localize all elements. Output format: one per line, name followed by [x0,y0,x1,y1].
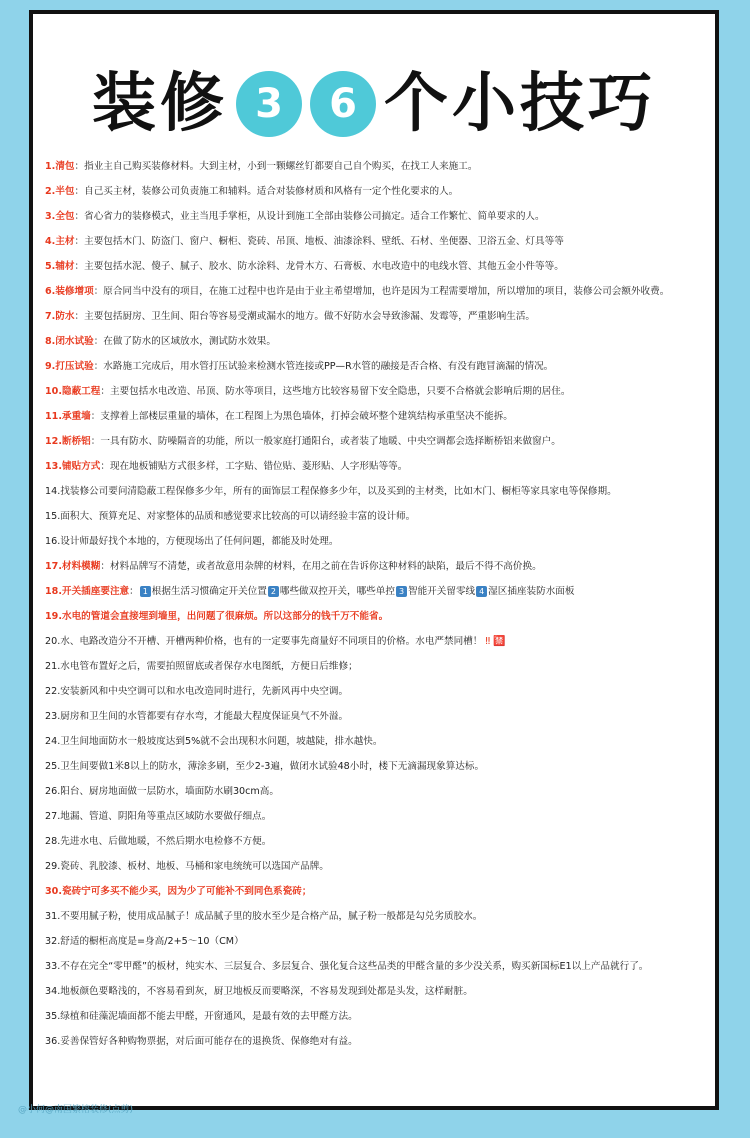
double-exclamation-icon: ‼ [485,636,491,647]
list-item: 32.舒适的橱柜高度是=身高/2+5～10（CM） [45,936,244,947]
list-item: 21.水电管布置好之后，需要拍照留底或者保存水电图纸，方便日后维修； [45,661,358,672]
title-left: 装修 [92,66,228,141]
list-item: 13.铺贴方式：现在地板铺贴方式很多样，工字贴、错位贴、菱形贴、人字形贴等等。 [45,461,408,472]
number-badge-icon: 4 [476,586,487,597]
watermark-footer: @小何@南国繁榕装修(点剪) [18,1105,134,1115]
list-item: 9.打压试验：水路施工完成后，用水管打压试验来检测水管连接或PP—R水管的融接是否合格、有没有跑冒滴漏的情况。 [45,361,554,372]
list-item: 16.设计师最好找个本地的，方便现场出了任何问题，都能及时处理。 [45,536,339,547]
list-item: 1.清包：指业主自己购买装修材料。大到主材，小到一颗螺丝钉都要自己自个购买，在找工人来施工。 [45,161,478,172]
list-item: 17.材料模糊：材料品牌写不清楚，或者故意用杂牌的材料，在用之前在告诉你这种材料的缺陷，最后不得不高价换。 [45,561,542,572]
list-item: 29.瓷砖、乳胶漆、板材、地板、马桶和家电统统可以选国产品牌。 [45,861,329,872]
list-item: 6.装修增项：原合同当中没有的项目，在施工过程中也许是由于业主希望增加，也许是因为工程需要增加，所以增加的项目，装修公司会额外收费。 [45,286,670,297]
list-item: 20.水、电路改造分不开槽、开槽两种价格，也有的一定要事先商量好不同项目的价格。水电严禁同槽！ ‼ 🈲 [45,629,715,654]
list-item-highlight: 30.瓷砖宁可多买不能少买，因为少了可能补不到同色系瓷砖； [45,886,312,897]
title-right: 个小技巧 [384,66,656,141]
list-item: 7.防水：主要包括厨房、卫生间、阳台等容易受潮或漏水的地方。做不好防水会导致渗漏、发霉等，严重影响生活。 [45,311,536,322]
tips-list [45,154,715,1054]
list-item: 27.地漏、管道、阴阳角等重点区域防水要做仔细点。 [45,811,272,822]
list-item: 8.闭水试验：在做了防水的区域放水，测试防水效果。 [45,336,276,347]
list-item: 14.找装修公司要问清隐蔽工程保修多少年，所有的面饰层工程保修多少年，以及买到的主材类，比如木门、橱柜等家具家电等保修期。 [45,486,617,497]
list-item-highlight: 19.水电的管道会直接埋到墙里，出问题了很麻烦。所以这部分的钱千万不能省。 [45,611,389,622]
list-item: 31.不要用腻子粉，使用成品腻子！成品腻子里的胶水至少是合格产品，腻子粉一般都是勾兑劣质胶水。 [45,911,483,922]
list-item: 33.不存在完全“零甲醛”的板材，纯实木、三层复合、多层复合、强化复合这些品类的甲醛含量的多少没关系，购买新国标E1以上产品就行了。 [45,961,649,972]
title-digit-circle-3: 3 [236,71,302,137]
prohibited-icon: 🈲 [493,636,506,647]
title-digit-circle-6: 6 [310,71,376,137]
number-badge-icon: 3 [396,586,407,597]
list-item: 12.断桥铝：一具有防水、防噪隔音的功能，所以一般家庭打通阳台，或者装了地暖、中央空调都会选择断桥铝来做窗户。 [45,436,561,447]
list-item: 36.妥善保管好各种购物票据，对后面可能存在的退换货、保修绝对有益。 [45,1036,358,1047]
list-item: 35.绿植和硅藻泥墙面都不能去甲醛，开窗通风，是最有效的去甲醛方法。 [45,1011,358,1022]
list-item: 34.地板颜色要略浅的，不容易看到灰，厨卫地板反而要略深，不容易发现到处都是头发，这样耐脏。 [45,986,473,997]
list-item: 15.面积大、预算充足、对家整体的品质和感觉要求比较高的可以请经验丰富的设计师。 [45,511,416,522]
list-item-switches: 18.开关插座要注意： 1 根据生活习惯确定开关位置 2 哪些做双控开关，哪些单控 3 智能开关留零线 4 湿区插座装防水面板 [45,586,575,597]
list-item: 10.隐蔽工程：主要包括水电改造、吊顶、防水等项目，这些地方比较容易留下安全隐患，只要不合格就会影响后期的居住。 [45,386,571,397]
list-item: 25.卫生间要做1米8以上的防水，薄涂多刷，至少2-3遍，做闭水试验48小时，楼下无滴漏现象算达标。 [45,761,485,772]
list-item: 4.主材：主要包括木门、防盗门、窗户、橱柜、瓷砖、吊顶、地板、油漆涂料、壁纸、石材、坐便器、卫浴五金、灯具等等 [45,236,564,247]
list-item: 23.厨房和卫生间的水管都要有存水弯，才能最大程度保证臭气不外溢。 [45,711,349,722]
content-card [29,10,719,1110]
list-item: 2.半包：自己买主材，装修公司负责施工和辅料。适合对装修材质和风格有一定个性化要求的人。 [45,186,459,197]
list-item: 24.卫生间地面防水一般坡度达到5%就不会出现积水问题，坡越陡，排水越快。 [45,736,383,747]
list-item: 28.先进水电、后做地暖，不然后期水电检修不方便。 [45,836,272,847]
page-title [33,64,715,144]
list-item: 22.安装新风和中央空调可以和水电改造同时进行，先新风再中央空调。 [45,686,349,697]
list-item: 26.阳台、厨房地面做一层防水，墙面防水刷30cm高。 [45,786,279,797]
list-item: 5.辅材：主要包括水泥、傻子、腻子、胶水、防水涂料、龙骨木方、石膏板、水电改造中的电线水管、其他五金小件等等。 [45,261,564,272]
list-item: 3.全包：省心省力的装修模式，业主当甩手掌柜，从设计到施工全部由装修公司搞定。适合工作繁忙、简单要求的人。 [45,211,545,222]
number-badge-icon: 2 [268,586,279,597]
list-item: 11.承重墙：支撑着上部楼层重量的墙体，在工程图上为黑色墙体，打掉会破坏整个建筑结构承重坚决不能拆。 [45,411,513,422]
number-badge-icon: 1 [140,586,151,597]
